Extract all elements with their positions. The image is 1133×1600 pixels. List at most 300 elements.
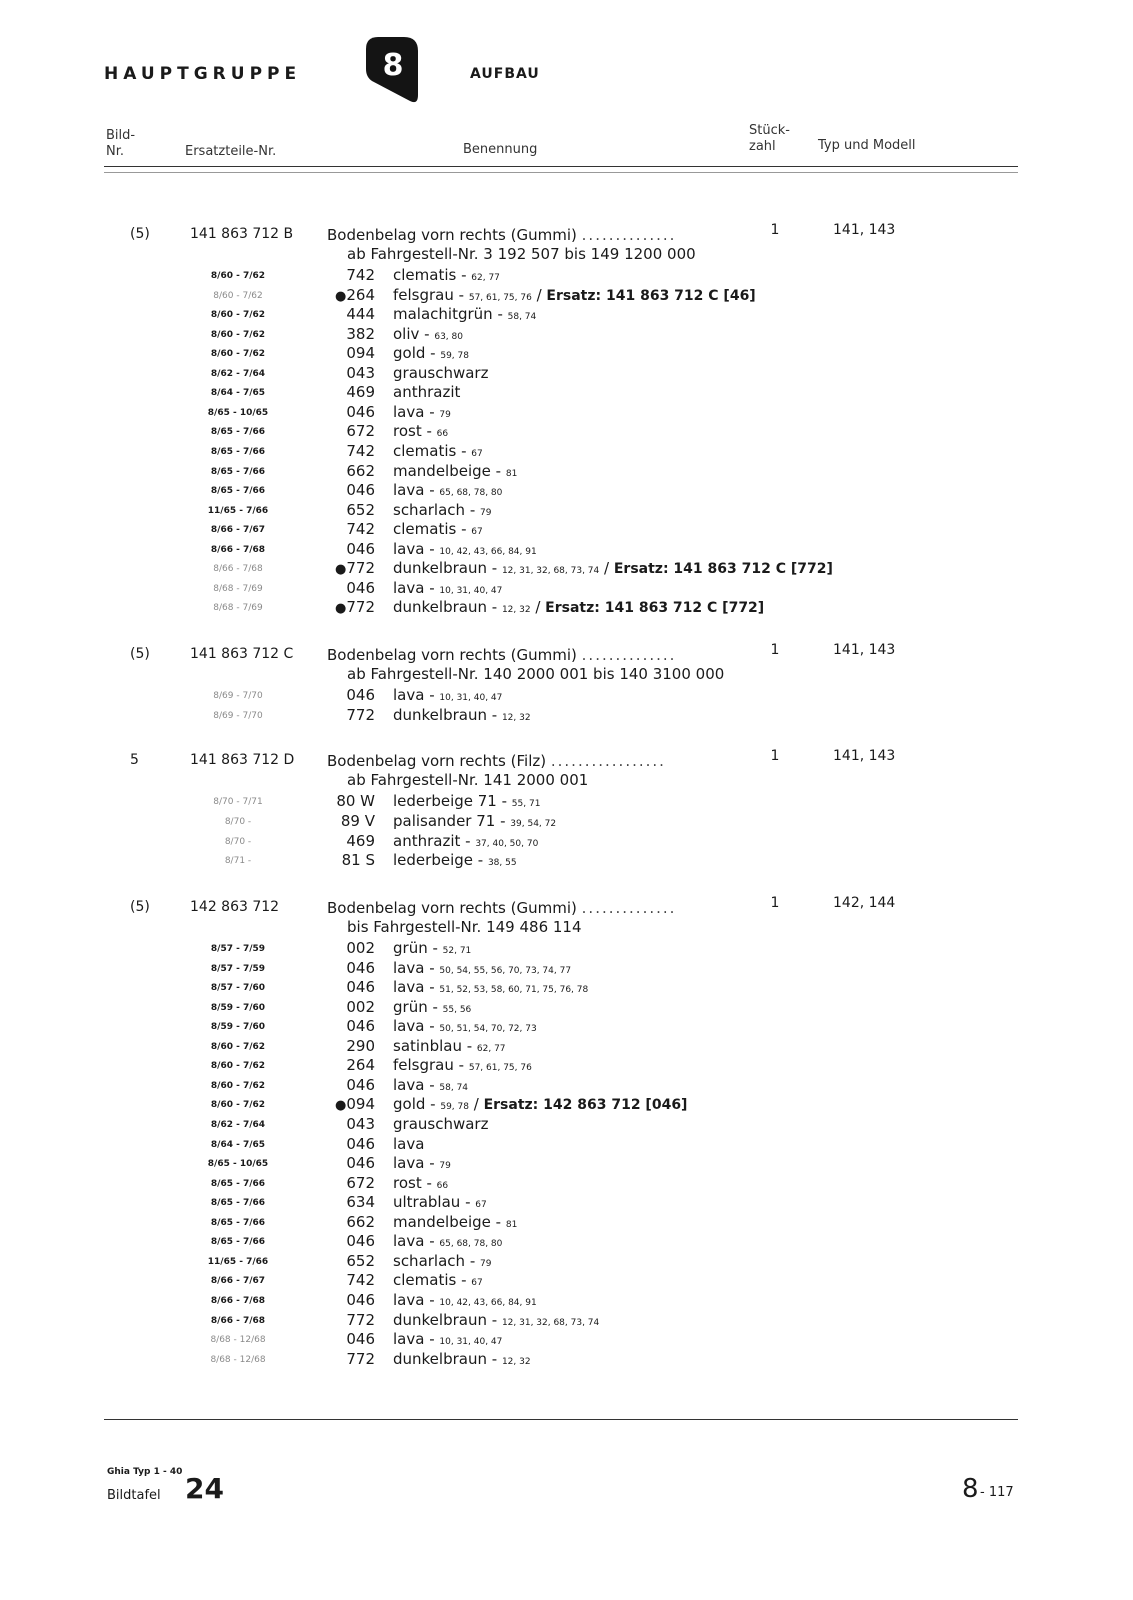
color-row <box>0 1154 1133 1174</box>
production-date: 8/69 - 7/70 <box>213 691 263 701</box>
color-name-text: grauschwarz <box>393 1115 489 1133</box>
model-codes: 10, 42, 43, 66, 84, 91 <box>439 1297 537 1308</box>
color-name: palisander 71 - 39, 54, 72 <box>393 811 557 830</box>
color-code <box>320 706 375 724</box>
color-code-value: 094 <box>346 344 375 363</box>
model-codes: 10, 31, 40, 47 <box>439 693 503 703</box>
color-code-value: 772 <box>346 1310 375 1329</box>
color-code-value: 043 <box>346 363 375 382</box>
production-date: 8/62 - 7/64 <box>210 368 266 379</box>
page-number-sub: - 117 <box>980 1485 1014 1500</box>
part-number: 141 863 712 B <box>190 226 294 242</box>
superseded-dot-icon: ● <box>335 288 347 304</box>
color-name: scharlach - 79 <box>393 1251 492 1270</box>
color-code-value: 002 <box>346 997 375 1016</box>
chassis-range: ab Fahrgestell-Nr. 3 192 507 bis 149 1200 000 <box>347 245 696 263</box>
color-code <box>320 1037 375 1055</box>
production-date: 11/65 - 7/66 <box>207 1256 269 1267</box>
color-name: lava - 10, 31, 40, 47 <box>393 578 503 597</box>
color-name: lederbeige - 38, 55 <box>393 851 517 870</box>
header-rule <box>104 166 1018 167</box>
quantity: 1 <box>770 748 780 764</box>
color-row <box>0 998 1133 1018</box>
footer-rule <box>104 1419 1018 1420</box>
production-date: 8/57 - 7/60 <box>210 983 266 994</box>
color-name-text: grauschwarz <box>393 363 489 382</box>
color-name-text: lava <box>393 1134 425 1153</box>
production-date: 8/70 - <box>224 836 252 847</box>
color-code-value: 290 <box>346 1036 375 1055</box>
footer-bildtafel-label: Bildtafel <box>107 1488 161 1503</box>
production-date: 8/60 - 7/62 <box>213 290 263 301</box>
model-codes: 50, 51, 54, 70, 72, 73 <box>439 1024 537 1035</box>
color-code <box>320 1056 375 1074</box>
color-name-text: scharlach <box>393 1251 466 1270</box>
color-code <box>320 559 375 577</box>
color-row <box>0 1291 1133 1311</box>
color-name-text: ultrablau <box>393 1193 461 1212</box>
chassis-range: ab Fahrgestell-Nr. 140 2000 001 bis 140 3100 000 <box>347 665 725 683</box>
color-code-value: 662 <box>346 1212 375 1231</box>
color-row <box>0 520 1133 540</box>
color-name-text: dunkelbraun <box>393 1349 487 1368</box>
model-codes: 59, 78 <box>440 351 469 362</box>
color-name: clematis - 67 <box>393 442 483 460</box>
model-codes: 12, 32 <box>501 605 531 616</box>
color-code <box>320 1095 375 1113</box>
color-name: felsgrau - 57, 61, 75, 76 / Ersatz: 141 863 712 C [46] <box>393 285 756 304</box>
color-code <box>320 1076 375 1094</box>
color-name: rost - 66 <box>393 422 449 441</box>
production-date: 8/60 - 7/62 <box>210 1080 266 1091</box>
col-type-header: Typ und Modell <box>818 138 916 153</box>
color-code-value: 046 <box>346 1154 375 1172</box>
color-code <box>320 1252 375 1270</box>
color-name-text: lava <box>393 978 425 997</box>
model-codes: 10, 31, 40, 47 <box>439 1337 503 1347</box>
color-name: lederbeige 71 - 55, 71 <box>393 792 541 810</box>
quantity: 1 <box>770 895 780 911</box>
color-code <box>320 540 375 558</box>
color-name: scharlach - 79 <box>393 500 492 519</box>
color-row <box>0 1017 1133 1037</box>
color-code-value: 046 <box>346 1290 375 1309</box>
model-codes: 67 <box>471 1278 483 1289</box>
color-row <box>0 305 1133 325</box>
color-name: dunkelbraun - 12, 31, 32, 68, 73, 74 <box>393 1310 600 1329</box>
color-row <box>0 501 1133 521</box>
color-row <box>0 1232 1133 1252</box>
color-name: lava - 10, 31, 40, 47 <box>393 1330 503 1348</box>
color-code <box>320 1174 375 1192</box>
color-name-text: clematis <box>393 266 457 284</box>
color-code <box>320 325 375 343</box>
production-date: 8/62 - 7/64 <box>210 1120 266 1130</box>
color-name-text: lava <box>393 539 425 558</box>
color-name <box>393 364 488 382</box>
color-name-text: lava <box>393 958 425 977</box>
chassis-range: bis Fahrgestell-Nr. 149 486 114 <box>347 918 582 936</box>
color-code-value: 046 <box>346 978 375 997</box>
color-code-value: 652 <box>346 500 375 519</box>
model-codes: 65, 68, 78, 80 <box>439 488 503 499</box>
model-codes: 79 <box>439 409 451 420</box>
color-code <box>320 1330 375 1348</box>
color-name-text: clematis <box>393 442 457 460</box>
production-date: 8/65 - 10/65 <box>207 407 269 418</box>
production-date: 8/70 - 7/71 <box>213 797 263 807</box>
model-codes: 50, 54, 55, 56, 70, 73, 74, 77 <box>439 965 572 976</box>
color-row <box>0 851 1133 871</box>
production-date: 8/68 - 7/69 <box>213 583 263 594</box>
leader-dots: .............. <box>581 646 677 664</box>
color-row <box>0 1037 1133 1057</box>
replacement-note: Ersatz: 141 863 712 C [46] <box>546 287 756 304</box>
color-name-text: lava <box>393 1075 425 1094</box>
color-code <box>320 286 375 304</box>
superseded-dot-icon: ● <box>335 1098 347 1114</box>
part-number: 141 863 712 D <box>190 752 295 768</box>
color-code-value: 80 W <box>336 792 375 810</box>
part-description <box>327 226 676 244</box>
color-row <box>0 1095 1133 1115</box>
color-name: grün - 55, 56 <box>393 997 472 1016</box>
production-date: 8/66 - 7/68 <box>210 544 266 555</box>
color-name-text: rost <box>393 1173 422 1192</box>
production-date: 8/69 - 7/70 <box>213 710 263 721</box>
description-text: Bodenbelag vorn rechts (Gummi) <box>327 226 577 244</box>
color-row <box>0 1174 1133 1194</box>
color-name-text: scharlach <box>393 500 466 519</box>
model-codes: 63, 80 <box>434 331 463 342</box>
production-date: 8/65 - 7/66 <box>210 466 266 477</box>
color-name-text: clematis <box>393 1271 457 1290</box>
color-name <box>393 1135 424 1153</box>
color-row <box>0 1076 1133 1096</box>
color-name: clematis - 67 <box>393 1271 483 1290</box>
color-code <box>320 481 375 499</box>
color-name-text: lava <box>393 1154 425 1172</box>
color-name-text: oliv <box>393 324 420 343</box>
color-name-text: lava <box>393 686 425 704</box>
model-codes: 12, 32 <box>501 712 531 723</box>
production-date: 8/70 - <box>224 816 252 827</box>
model-codes: 67 <box>471 449 483 459</box>
color-code-value: 81 S <box>341 851 375 870</box>
color-code <box>320 598 375 616</box>
color-row <box>0 325 1133 345</box>
color-code-value: 742 <box>346 1271 375 1290</box>
color-name: satinblau - 62, 77 <box>393 1036 506 1055</box>
color-code <box>320 1115 375 1133</box>
color-row <box>0 383 1133 403</box>
page-number-main: 8 <box>962 1474 979 1504</box>
color-name-text: clematis <box>393 520 457 539</box>
color-name: felsgrau - 57, 61, 75, 76 <box>393 1056 532 1075</box>
color-name-text: lava <box>393 578 425 597</box>
color-code <box>320 832 375 850</box>
color-row <box>0 364 1133 384</box>
color-name: rost - 66 <box>393 1173 449 1192</box>
description-text: Bodenbelag vorn rechts (Gummi) <box>327 899 577 917</box>
color-code-value: 046 <box>346 1232 375 1251</box>
leader-dots: .............. <box>581 226 677 244</box>
model-codes: 12, 31, 32, 68, 73, 74 <box>501 566 600 577</box>
color-code-value: 772 <box>346 705 375 724</box>
model-codes: 62, 77 <box>471 273 500 283</box>
color-row <box>0 1311 1133 1331</box>
col-desc-header: Benennung <box>463 142 538 157</box>
production-date: 8/66 - 7/68 <box>210 1315 266 1326</box>
model-codes: 10, 42, 43, 66, 84, 91 <box>439 546 537 557</box>
color-code <box>320 266 375 284</box>
color-name-text: lava <box>393 1290 425 1309</box>
color-name-text: lederbeige <box>393 851 473 870</box>
color-name: lava - 65, 68, 78, 80 <box>393 1232 503 1251</box>
color-row <box>0 978 1133 998</box>
model-codes: 79 <box>480 507 492 518</box>
color-name-text: grün <box>393 997 428 1016</box>
color-name: mandelbeige - 81 <box>393 461 518 480</box>
color-code-value: 742 <box>346 442 375 460</box>
replacement-note: Ersatz: 141 863 712 C [772] <box>613 561 833 578</box>
production-date: 8/65 - 10/65 <box>207 1159 269 1169</box>
color-code-value: 634 <box>346 1193 375 1212</box>
color-code <box>320 579 375 597</box>
color-code-value: 264 <box>346 1056 375 1075</box>
color-code <box>320 1017 375 1035</box>
color-row <box>0 706 1133 726</box>
description-text: Bodenbelag vorn rechts (Filz) <box>327 752 547 770</box>
bild-number: (5) <box>130 899 150 915</box>
color-code <box>320 1291 375 1309</box>
color-name: lava - 10, 42, 43, 66, 84, 91 <box>393 539 537 558</box>
replacement-note: Ersatz: 141 863 712 C [772] <box>545 600 765 617</box>
color-code <box>320 422 375 440</box>
footer-model: Ghia Typ 1 - 40 <box>107 1467 183 1477</box>
color-row <box>0 442 1133 462</box>
color-code <box>320 998 375 1016</box>
color-name: gold - 59, 78 <box>393 344 469 363</box>
color-name: mandelbeige - 81 <box>393 1212 518 1231</box>
color-name-text: anthrazit <box>393 831 461 850</box>
color-code <box>320 462 375 480</box>
color-name: lava - 50, 51, 54, 70, 72, 73 <box>393 1017 537 1036</box>
color-code-value: 046 <box>346 1330 375 1348</box>
color-code-value: 046 <box>346 402 375 421</box>
color-code <box>320 792 375 810</box>
color-name-text: mandelbeige <box>393 461 491 480</box>
model-codes: 81 <box>505 468 518 479</box>
color-name: dunkelbraun - 12, 32 / Ersatz: 141 863 712 C [772] <box>393 598 765 617</box>
color-code <box>320 959 375 977</box>
model-codes: 10, 31, 40, 47 <box>439 585 503 596</box>
col-part-header: Ersatzteile-Nr. <box>185 144 277 159</box>
model-codes: 66 <box>436 1180 449 1191</box>
color-row <box>0 1115 1133 1135</box>
color-name-text: dunkelbraun <box>393 705 487 724</box>
color-name: dunkelbraun - 12, 32 <box>393 705 531 724</box>
model-codes: 12, 31, 32, 68, 73, 74 <box>501 1317 600 1328</box>
col-qty-header: Stück- zahl <box>749 123 790 154</box>
model-codes: 39, 54, 72 <box>510 818 557 829</box>
color-name: dunkelbraun - 12, 31, 32, 68, 73, 74 / Ersatz: 141 863 712 C [772] <box>393 559 833 578</box>
production-date: 8/65 - 7/66 <box>210 486 266 497</box>
color-code-value: 772 <box>346 1349 375 1368</box>
production-date: 8/68 - 12/68 <box>210 1354 266 1365</box>
color-code-value: 742 <box>346 520 375 539</box>
color-code <box>320 442 375 460</box>
color-code-value: 772 <box>346 559 375 578</box>
color-code <box>320 939 375 957</box>
color-row <box>0 792 1133 812</box>
superseded-dot-icon: ● <box>335 601 347 617</box>
color-row <box>0 344 1133 364</box>
color-code-value: 469 <box>346 383 375 402</box>
production-date: 8/68 - 12/68 <box>210 1335 266 1345</box>
production-date: 8/71 - <box>224 856 252 867</box>
production-date: 8/66 - 7/68 <box>213 564 263 575</box>
description-text: Bodenbelag vorn rechts (Gummi) <box>327 646 577 664</box>
color-name-text: dunkelbraun <box>393 1310 487 1329</box>
part-description <box>327 899 676 917</box>
production-date: 8/66 - 7/68 <box>210 1295 266 1306</box>
production-date: 11/65 - 7/66 <box>207 505 269 516</box>
production-date: 8/59 - 7/60 <box>210 1022 266 1033</box>
model-codes: 38, 55 <box>487 858 517 869</box>
production-date: 8/65 - 7/66 <box>210 1217 266 1228</box>
type-model: 141, 143 <box>833 222 896 238</box>
color-code-value: 662 <box>346 461 375 480</box>
model-codes: 67 <box>471 527 483 538</box>
model-codes: 62, 77 <box>476 1043 506 1054</box>
model-codes: 58, 74 <box>507 312 537 323</box>
production-date: 8/65 - 7/66 <box>210 1198 266 1209</box>
color-row <box>0 1056 1133 1076</box>
color-code-value: 046 <box>346 686 375 704</box>
group-number: 8 <box>382 48 404 83</box>
production-date: 8/60 - 7/62 <box>210 1061 266 1072</box>
color-code-value: 672 <box>346 1173 375 1192</box>
color-name: lava - 65, 68, 78, 80 <box>393 481 503 500</box>
color-code-value: 672 <box>346 422 375 441</box>
group-name: AUFBAU <box>470 66 540 82</box>
type-model: 141, 143 <box>833 748 896 764</box>
color-name-text: satinblau <box>393 1036 462 1055</box>
production-date: 8/60 - 7/62 <box>210 1100 266 1111</box>
color-row <box>0 579 1133 599</box>
color-name: lava - 51, 52, 53, 58, 60, 71, 75, 76, 78 <box>393 978 589 997</box>
group-badge-shape <box>364 35 420 107</box>
color-name: dunkelbraun - 12, 32 <box>393 1349 531 1368</box>
color-code-value: 264 <box>346 285 375 304</box>
color-code <box>320 520 375 538</box>
color-name: lava - 79 <box>393 1154 451 1172</box>
production-date: 8/68 - 7/69 <box>213 603 263 614</box>
color-code-value: 046 <box>346 539 375 558</box>
group-badge <box>364 35 420 107</box>
color-name: clematis - 62, 77 <box>393 266 500 284</box>
color-name-text: anthrazit <box>393 383 461 402</box>
color-row <box>0 1252 1133 1272</box>
color-name: lava - 79 <box>393 402 451 421</box>
color-row <box>0 462 1133 482</box>
color-code-value: 046 <box>346 1017 375 1036</box>
color-name-text: rost <box>393 422 422 441</box>
production-date: 8/60 - 7/62 <box>210 271 266 281</box>
type-model: 141, 143 <box>833 642 896 658</box>
color-code <box>320 1213 375 1231</box>
color-code <box>320 1135 375 1153</box>
color-code <box>320 364 375 382</box>
type-model: 142, 144 <box>833 895 896 911</box>
color-code-value: 046 <box>346 1075 375 1094</box>
page-title: HAUPTGRUPPE <box>104 64 302 84</box>
color-code-value: 002 <box>346 939 375 957</box>
color-code <box>320 344 375 362</box>
color-name: oliv - 63, 80 <box>393 324 463 343</box>
color-code-value: 094 <box>346 1095 375 1114</box>
model-codes: 79 <box>439 1161 451 1171</box>
model-codes: 81 <box>505 1219 518 1230</box>
color-row <box>0 422 1133 442</box>
color-name: malachitgrün - 58, 74 <box>393 305 537 324</box>
color-code <box>320 812 375 830</box>
color-code <box>320 501 375 519</box>
color-row <box>0 1135 1133 1155</box>
color-row <box>0 266 1133 286</box>
color-name: gold - 59, 78 / Ersatz: 142 863 712 [046] <box>393 1095 688 1114</box>
color-code-value: 772 <box>346 598 375 617</box>
model-codes: 55, 71 <box>511 799 541 809</box>
color-name-text: gold <box>393 344 426 363</box>
color-name-text: lava <box>393 1232 425 1251</box>
leader-dots: .............. <box>581 899 677 917</box>
color-name-text: lava <box>393 402 425 421</box>
model-codes: 12, 32 <box>501 1356 531 1367</box>
part-description <box>327 646 676 664</box>
leader-dots: ................. <box>550 752 666 770</box>
model-codes: 57, 61, 75, 76 <box>468 292 532 303</box>
color-row <box>0 1330 1133 1350</box>
part-number: 142 863 712 <box>190 899 280 915</box>
color-code-value: 742 <box>346 266 375 284</box>
color-name-text: felsgrau <box>393 1056 454 1075</box>
model-codes: 65, 68, 78, 80 <box>439 1239 503 1250</box>
color-row <box>0 939 1133 959</box>
model-codes: 57, 61, 75, 76 <box>468 1063 532 1074</box>
color-code <box>320 1311 375 1329</box>
color-name-text: malachitgrün <box>393 305 493 324</box>
color-name-text: lederbeige 71 <box>393 792 497 810</box>
color-code <box>320 403 375 421</box>
color-code-value: 046 <box>346 1134 375 1153</box>
color-code-value: 89 V <box>340 811 375 830</box>
color-row <box>0 540 1133 560</box>
color-name: clematis - 67 <box>393 520 483 539</box>
color-row <box>0 481 1133 501</box>
color-row <box>0 812 1133 832</box>
model-codes: 59, 78 <box>440 1102 469 1113</box>
color-code-value: 652 <box>346 1251 375 1270</box>
color-row <box>0 1350 1133 1370</box>
color-code <box>320 1350 375 1368</box>
color-row <box>0 686 1133 706</box>
color-name-text: lava <box>393 1330 425 1348</box>
color-row <box>0 559 1133 579</box>
production-date: 8/65 - 7/66 <box>210 1237 266 1248</box>
color-name: grün - 52, 71 <box>393 939 472 957</box>
